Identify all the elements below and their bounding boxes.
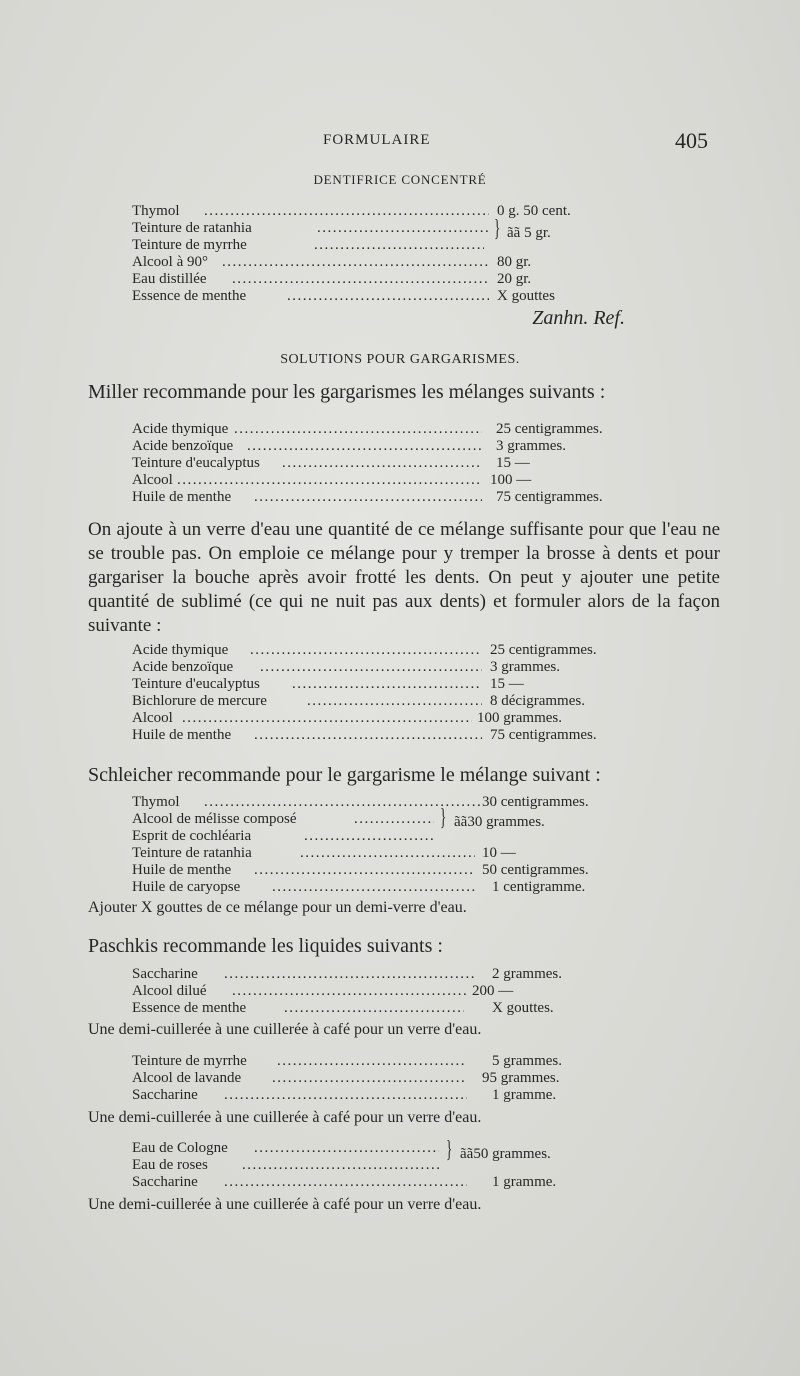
ingredient-name: Essence de menthe <box>132 1000 247 1016</box>
dentifrice-formula <box>132 203 632 305</box>
ingredient-amount: 95 grammes. <box>482 1070 560 1086</box>
leader-dots <box>204 203 489 220</box>
brace-amount: ãã50 grammes. <box>460 1146 551 1162</box>
ingredient-amount: 2 grammes. <box>492 966 562 982</box>
ingredient-amount: 3 grammes. <box>490 659 560 675</box>
leader-dots <box>232 983 467 1000</box>
leader-dots <box>300 845 475 862</box>
page-header <box>0 128 800 158</box>
leader-dots <box>254 1140 439 1157</box>
leader-dots <box>292 676 482 693</box>
ingredient-name: Teinture de ratanhia <box>132 220 252 236</box>
ingredient-amount: 25 centigrammes. <box>496 421 603 437</box>
formula-row <box>132 455 632 472</box>
paschkis-note-3: Une demi-cuillerée à une cuillerée à café pour un verre d'eau. <box>88 1196 482 1213</box>
formula-row <box>132 1053 632 1070</box>
grouping-brace: } <box>440 805 447 831</box>
ingredient-name: Acide thymique <box>132 421 229 437</box>
ingredient-amount: 200 — <box>472 983 514 999</box>
formula-row <box>132 220 632 237</box>
formula-row <box>132 828 632 845</box>
leader-dots <box>247 438 482 455</box>
leader-dots <box>182 710 472 727</box>
ingredient-name: Eau de Cologne <box>132 1140 228 1156</box>
ingredient-amount: 0 g. 50 cent. <box>497 203 571 219</box>
ingredient-amount: 15 — <box>496 455 530 471</box>
formula-row <box>132 727 632 744</box>
formula-row <box>132 983 632 1000</box>
leader-dots <box>272 1070 467 1087</box>
paschkis-intro: Paschkis recommande les liquides suivants : <box>88 935 443 957</box>
ingredient-amount: 1 gramme. <box>492 1087 557 1103</box>
ingredient-name: Acide thymique <box>132 642 229 658</box>
ingredient-name: Teinture de ratanhia <box>132 845 252 861</box>
formula-row <box>132 472 632 489</box>
ingredient-amount: 75 centigrammes. <box>490 727 597 743</box>
paschkis-formula-3 <box>132 1137 632 1191</box>
signature: Zanhn. Ref. <box>532 307 625 329</box>
ingredient-name: Teinture de myrrhe <box>132 237 247 253</box>
ingredient-amount: 25 centigrammes. <box>490 642 597 658</box>
ingredient-amount: X gouttes. <box>492 1000 554 1016</box>
formula-row <box>132 489 632 506</box>
gargarismes-title: SOLUTIONS POUR GARGARISMES. <box>280 352 520 367</box>
paschkis-note-2: Une demi-cuillerée à une cuillerée à café pour un verre d'eau. <box>88 1109 482 1126</box>
ingredient-amount: 1 centigramme. <box>492 879 586 895</box>
formula-row <box>132 794 632 811</box>
formula-row <box>132 693 632 710</box>
ingredient-name: Essence de menthe <box>132 288 247 304</box>
ingredient-amount: 100 — <box>490 472 532 488</box>
leader-dots <box>234 421 482 438</box>
ingredient-name: Acide benzoïque <box>132 438 234 454</box>
schleicher-formula <box>132 794 632 896</box>
ingredient-name: Eau distillée <box>132 271 207 287</box>
ingredient-name: Alcool <box>132 472 173 488</box>
leader-dots <box>224 966 474 983</box>
ingredient-amount: 1 gramme. <box>492 1174 557 1190</box>
formula-row <box>132 879 632 896</box>
ingredient-name: Thymol <box>132 203 180 219</box>
formula-row <box>132 1140 632 1157</box>
ingredient-name: Huile de menthe <box>132 862 232 878</box>
formula-row <box>132 237 632 254</box>
formula-row <box>132 271 632 288</box>
leader-dots <box>224 1174 467 1191</box>
leader-dots <box>242 1157 439 1174</box>
formula-row <box>132 421 632 438</box>
ingredient-name: Teinture de myrrhe <box>132 1053 247 1069</box>
leader-dots <box>304 828 434 845</box>
ingredient-amount: 8 décigrammes. <box>490 693 585 709</box>
formula-row <box>132 642 632 659</box>
miller-intro: Miller recommande pour les gargarismes les mélanges suivants : <box>88 381 606 403</box>
formula-row <box>132 862 632 879</box>
leader-dots <box>284 1000 464 1017</box>
leader-dots <box>277 1053 467 1070</box>
ingredient-name: Saccharine <box>132 1087 198 1103</box>
paschkis-formula-1 <box>132 966 632 1017</box>
grouping-brace: } <box>446 1137 453 1163</box>
ingredient-name: Huile de menthe <box>132 727 232 743</box>
ingredient-amount: 75 centigrammes. <box>496 489 603 505</box>
formula-row <box>132 438 632 455</box>
formula-row <box>132 288 632 305</box>
grouping-brace: } <box>494 216 501 242</box>
formula-row <box>132 676 632 693</box>
formula-row <box>132 1174 632 1191</box>
ingredient-name: Saccharine <box>132 966 198 982</box>
ingredient-name: Eau de roses <box>132 1157 208 1173</box>
leader-dots <box>254 862 475 879</box>
miller-formula <box>132 421 632 506</box>
leader-dots <box>317 220 489 237</box>
formula-row <box>132 1087 632 1104</box>
page-number: 405 <box>675 128 708 153</box>
brace-amount: ãã 5 gr. <box>507 225 551 241</box>
ingredient-name: Alcool <box>132 710 173 726</box>
dentifrice-title: DENTIFRICE CONCENTRÉ <box>313 172 487 187</box>
ingredient-name: Thymol <box>132 794 180 810</box>
brace-amount: ãã30 grammes. <box>454 814 545 830</box>
leader-dots <box>250 642 482 659</box>
paschkis-note-1: Une demi-cuillerée à une cuillerée à café pour un verre d'eau. <box>88 1021 482 1038</box>
leader-dots <box>354 811 434 828</box>
schleicher-intro: Schleicher recommande pour le gargarisme le mélange suivant : <box>88 764 601 786</box>
ingredient-amount: 10 — <box>482 845 516 861</box>
ingredient-name: Acide benzoïque <box>132 659 234 675</box>
formula-row <box>132 966 632 983</box>
leader-dots <box>260 659 482 676</box>
ingredient-name: Alcool de mélisse composé <box>132 811 297 827</box>
ingredient-amount: 20 gr. <box>497 271 532 287</box>
ingredient-name: Esprit de cochléaria <box>132 828 252 844</box>
formula-row <box>132 1000 632 1017</box>
leader-dots <box>282 455 482 472</box>
ingredient-name: Alcool dilué <box>132 983 207 999</box>
formula-row <box>132 254 632 271</box>
formula-row <box>132 811 632 828</box>
ingredient-amount: 15 — <box>490 676 524 692</box>
formula-row <box>132 1157 632 1174</box>
formula-row <box>132 845 632 862</box>
formula-row <box>132 710 632 727</box>
ingredient-name: Saccharine <box>132 1174 198 1190</box>
schleicher-note: Ajouter X gouttes de ce mélange pour un demi-verre d'eau. <box>88 899 467 916</box>
ingredient-name: Teinture d'eucalyptus <box>132 676 260 692</box>
leader-dots <box>272 879 475 896</box>
leader-dots <box>287 288 489 305</box>
formula-row <box>132 203 632 220</box>
ingredient-amount: X gouttes <box>497 288 555 304</box>
leader-dots <box>224 1087 467 1104</box>
ingredient-amount: 50 centigrammes. <box>482 862 589 878</box>
leader-dots <box>307 693 482 710</box>
leader-dots <box>177 472 482 489</box>
ingredient-amount: 30 centigrammes. <box>482 794 589 810</box>
leader-dots <box>232 271 489 288</box>
sublime-formula <box>132 642 632 744</box>
formula-row <box>132 1070 632 1087</box>
ingredient-amount: 5 grammes. <box>492 1053 562 1069</box>
running-head: FORMULAIRE <box>323 132 431 148</box>
ingredient-name: Alcool de lavande <box>132 1070 242 1086</box>
ingredient-name: Huile de caryopse <box>132 879 241 895</box>
leader-dots <box>254 489 482 506</box>
body-paragraph: On ajoute à un verre d'eau une quantité de ce mélange suffisante pour que l'eau ne se trouble pas. On emploie ce mélange pour y tremper la brosse à dents et pour gargariser la bouche après avoir frotté les dents. On peut y ajouter une petite quantité de sublimé (ce qui ne nuit pas aux dents) et formuler alors de la façon suivante : <box>88 519 720 636</box>
leader-dots <box>222 254 489 271</box>
formula-row <box>132 659 632 676</box>
ingredient-name: Alcool à 90° <box>132 254 208 270</box>
ingredient-name: Teinture d'eucalyptus <box>132 455 260 471</box>
leader-dots <box>254 727 482 744</box>
ingredient-amount: 80 gr. <box>497 254 532 270</box>
ingredient-amount: 100 grammes. <box>477 710 562 726</box>
ingredient-name: Bichlorure de mercure <box>132 693 267 709</box>
paschkis-formula-2 <box>132 1053 632 1104</box>
leader-dots <box>314 237 484 254</box>
ingredient-name: Huile de menthe <box>132 489 232 505</box>
ingredient-amount: 3 grammes. <box>496 438 566 454</box>
